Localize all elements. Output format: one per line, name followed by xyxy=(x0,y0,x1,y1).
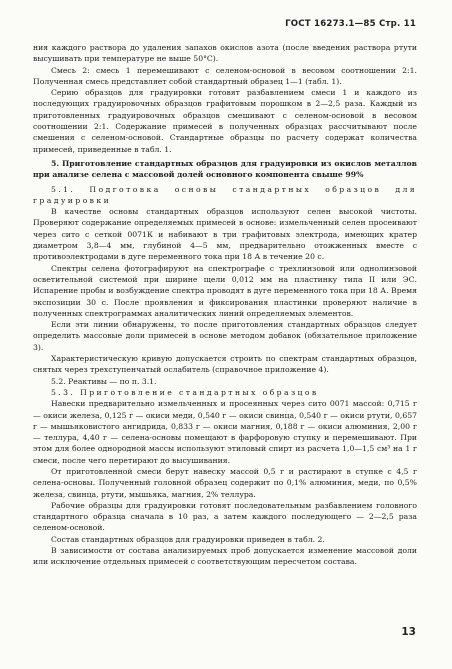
paragraph: ния каждого раствора до удаления запахов окислов азота (после введения раствора ртути высушивать при температуре не выше 50°С). xyxy=(33,43,417,64)
paragraph: Если эти линии обнаружены, то после приготовления стандартных образцов следует определить массовые доли примесей в основе методом добавок (обязательное приложение 3). xyxy=(33,320,417,352)
paragraph: От приготовленной смеси берут навеску массой 0,5 г и растирают в ступке с 4,5 г селена-основы. Полученный головной образец содержит по 0,1% алюминия, меди, по 0,5% железа, свинца, ртути, мышьяка, магния, 2% теллура. xyxy=(33,466,417,499)
paragraph: Навески предварительно измельченных и просеянных через сито 0071 массой: 0,715 г — окиси железа, 0,125 г — окиси меди, 0,540 г — окиси свинца, 0,540 г — окиси ртути, 0,657 г — мышьяковистого ангидрида, 0,833 г — окиси магния, 0,188 г — окиси алюминия, 2,00 г — теллура, 4,40 г — селена-основы помещают в фарфоровую ступку и перемешивают. При этом для более однородной массы используют этиловый спирт из расчета 1,0—1,5 см³ на 1 г смеси, после чего перетирают до высушивания. xyxy=(33,399,417,465)
paragraph: 5.2. Реактивы — по п. 3.1. xyxy=(51,376,157,386)
section-heading: 5. Приготовление стандартных образцов для градуировки из окислов металлов при анализе селена с массовой долей основного компонента свыше 99% xyxy=(33,158,417,180)
paragraph: Серию образцов для градуировки готовят разбавлением смеси 1 и каждого из последующих градуировочных образцов графитовым порошком в 2—2,5 раза. Каждый из приготовленных градуировочных образцов смешивают с селеном-основой в весовом соотношении 2:1. Содержание примесей в полученных образцах рассчитывают после смешения с селеном-основой. Стандартные образцы по расчету содержат количества примесей, приведенные в табл. 1. xyxy=(33,88,417,154)
subsection-heading: 5.1. Подготовка основы стандартных образцов для градуировки xyxy=(33,184,417,205)
document-body xyxy=(33,42,417,568)
running-header: ГОСТ 16273.1—85 Стр. 11 xyxy=(285,19,416,29)
paragraph: Спектры селена фотографируют на спектрографе с трехлинзовой или однолинзовой осветительной системой при ширине щели 0,012 мм на пластинку типа II или ЭС. Испарение пробы и возбуждение спектра проводят в дуге переменного тока при 18 А. Время экспозиции 30 с. После проявления и фиксирования пластинки проверяют наличие в полученных спектрограммах аналитических линий определяемых элементов. xyxy=(33,263,417,318)
paragraph: Состав стандартных образцов для градуировки приведен в табл. 2. xyxy=(51,534,325,544)
paragraph: Смесь 2: смесь 1 перемешивают с селеном-основой в весовом соотношении 2:1. Полученная смесь представляет собой стандартный образец 1—1 (табл. 1). xyxy=(33,65,417,86)
paragraph: В зависимости от состава анализируемых проб допускается изменение массовой доли или исключение отдельных примесей с соответствующим пересчетом состава. xyxy=(33,546,417,567)
subsection-heading: 5.3. Приготовление стандартных образцов xyxy=(51,387,319,397)
paragraph: Характеристическую кривую допускается строить по спектрам стандартных образцов, снятых через трехступенчатый ослабитель (справочное приложение 4). xyxy=(33,354,417,375)
page-number: 13 xyxy=(401,626,416,638)
paragraph: В качестве основы стандартных образцов используют селен высокой чистоты. Проверяют содержание определяемых примесей в основе: измельченный селен просеивают через сито с сеткой 0071К и набивают в три графитовых электрода, имеющих кратер диаметром 3,8—4 мм, глубиной 4—5 мм, предварительно отожженных вместе с противоэлектродами в дуге переменного тока при 18 А в течение 20 с. xyxy=(33,207,417,262)
paragraph: Рабочие образцы для градуировки готовят последовательным разбавлением головного стандартного образца сначала в 10 раз, а затем каждого последующего — 2—2,5 раза селеном-основой. xyxy=(33,500,417,533)
